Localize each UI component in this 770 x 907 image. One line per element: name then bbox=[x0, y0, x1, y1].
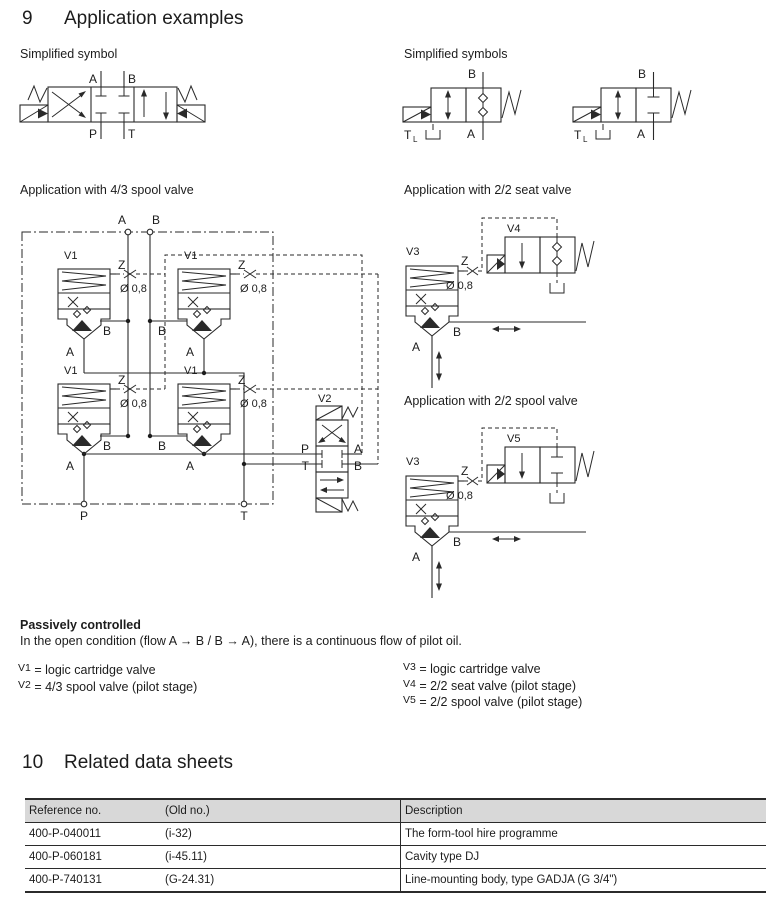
cell-description: The form-tool hire programme bbox=[401, 823, 767, 846]
valve-label-v5: V5 bbox=[507, 433, 521, 445]
port-label-a: A bbox=[466, 127, 475, 141]
legend-item: $^{V3}$ = logic cartridge valve bbox=[403, 661, 541, 676]
diagram-application-2-2-spool-valve bbox=[398, 415, 728, 610]
port-label-a: A bbox=[88, 72, 97, 86]
table-header-row bbox=[25, 799, 766, 823]
table-row bbox=[25, 869, 766, 893]
col-header-old-no: (Old no.) bbox=[161, 799, 401, 823]
pilot-label-z: Z bbox=[118, 373, 126, 387]
orifice-label: Ø 0,8 bbox=[240, 398, 267, 410]
pilot-valve-v2 bbox=[316, 406, 358, 512]
section-title: Related data sheets bbox=[64, 752, 234, 773]
diagram-simplified-2-2-valves bbox=[396, 60, 706, 148]
port-label-a: A bbox=[636, 127, 645, 141]
port-label-b: B bbox=[151, 213, 161, 227]
passively-controlled-title: Passively controlled bbox=[20, 618, 141, 632]
cart-port-b: B bbox=[453, 325, 462, 339]
diagram-simplified-4-3-valve bbox=[12, 60, 232, 148]
section-number: 10 bbox=[22, 752, 44, 773]
cart-port-a: A bbox=[186, 459, 195, 473]
legend-item: $^{V1}$ = logic cartridge valve bbox=[18, 662, 156, 677]
logic-cartridge-valve-v1-bottom-right bbox=[178, 384, 236, 454]
port-label-t: T bbox=[240, 509, 248, 523]
section-10-heading bbox=[22, 752, 233, 774]
port-label-a: A bbox=[117, 213, 127, 227]
port-label-p: P bbox=[88, 127, 97, 141]
port-label-t: T bbox=[128, 127, 136, 141]
cart-port-b: B bbox=[103, 439, 112, 453]
col-header-reference: Reference no. bbox=[25, 799, 161, 823]
label-simplified-symbol: Simplified symbol bbox=[20, 47, 118, 61]
table-row bbox=[25, 846, 766, 869]
legend-item: $^{V5}$ = 2/2 spool valve (pilot stage) bbox=[403, 694, 583, 709]
cell-reference: 400-P-740131 bbox=[25, 869, 161, 893]
port-label-b: B bbox=[467, 67, 476, 81]
cart-port-a: A bbox=[66, 345, 75, 359]
cell-old-no: (G-24.31) bbox=[161, 869, 401, 893]
pilot-valve-v5 bbox=[487, 447, 594, 483]
cart-port-a: A bbox=[412, 550, 421, 564]
port-label-t-sub: L bbox=[583, 135, 588, 144]
cart-port-a: A bbox=[186, 345, 195, 359]
pilot-valve-v4 bbox=[487, 237, 594, 273]
diagram-application-2-2-seat-valve bbox=[398, 205, 728, 400]
pilot-label-z: Z bbox=[461, 464, 469, 478]
col-header-description: Description bbox=[401, 799, 767, 823]
legend-item: $^{V2}$ = 4/3 spool valve (pilot stage) bbox=[18, 678, 198, 694]
cart-port-b: B bbox=[103, 324, 112, 338]
logic-cartridge-valve-v1-top-right bbox=[178, 269, 236, 339]
port-label-t: T bbox=[404, 128, 412, 142]
cart-port-b: B bbox=[158, 439, 167, 453]
cart-port-a: A bbox=[66, 459, 75, 473]
passively-controlled-body: In the open condition (flow A → B / B → A), there is a continuous flow of pilot oil. bbox=[20, 634, 462, 648]
cell-reference: 400-P-060181 bbox=[25, 846, 161, 869]
v2-port-t: T bbox=[301, 459, 309, 473]
cell-old-no: (i-45.11) bbox=[161, 846, 401, 869]
label-app-4-3: Application with 4/3 spool valve bbox=[20, 183, 194, 197]
related-data-sheets-table bbox=[25, 798, 766, 893]
orifice-label: Ø 0,8 bbox=[446, 490, 473, 502]
port-label-t-sub: L bbox=[413, 135, 418, 144]
valve-label-v1: V1 bbox=[64, 250, 78, 262]
pilot-label-z: Z bbox=[118, 258, 126, 272]
valve-label-v3: V3 bbox=[406, 246, 420, 258]
section-number: 9 bbox=[22, 8, 33, 29]
cell-description: Line-mounting body, type GADJA (G 3/4") bbox=[401, 869, 767, 893]
valve-label-v3: V3 bbox=[406, 456, 420, 468]
cart-port-a: A bbox=[412, 340, 421, 354]
simplified-2-2-spool-valve bbox=[573, 67, 691, 144]
port-label-t: T bbox=[574, 128, 582, 142]
pilot-label-z: Z bbox=[461, 254, 469, 268]
label-simplified-symbols: Simplified symbols bbox=[404, 47, 508, 61]
v2-port-b: B bbox=[354, 459, 363, 473]
port-label-b: B bbox=[637, 67, 646, 81]
orifice-label: Ø 0,8 bbox=[446, 280, 473, 292]
table-row bbox=[25, 823, 766, 846]
label-app-2-2-spool: Application with 2/2 spool valve bbox=[404, 394, 578, 408]
cell-old-no: (i-32) bbox=[161, 823, 401, 846]
pilot-label-z: Z bbox=[238, 373, 246, 387]
valve-label-v1: V1 bbox=[64, 365, 78, 377]
cart-port-b: B bbox=[158, 324, 167, 338]
pilot-label-z: Z bbox=[238, 258, 246, 272]
valve-label-v1: V1 bbox=[184, 365, 198, 377]
orifice-label: Ø 0,8 bbox=[120, 283, 147, 295]
v2-port-p: P bbox=[300, 442, 309, 456]
orifice-label: Ø 0,8 bbox=[120, 398, 147, 410]
v2-port-a: A bbox=[354, 442, 363, 456]
label-app-2-2-seat: Application with 2/2 seat valve bbox=[404, 183, 572, 197]
diagram-application-4-3-spool-valve bbox=[10, 203, 392, 603]
cart-port-b: B bbox=[453, 535, 462, 549]
port-label-p: P bbox=[79, 509, 89, 523]
valve-label-v1: V1 bbox=[184, 250, 198, 262]
legend-left bbox=[18, 663, 197, 696]
simplified-2-2-seat-valve bbox=[403, 67, 521, 144]
valve-label-v4: V4 bbox=[507, 223, 521, 235]
section-title: Application examples bbox=[64, 8, 244, 29]
legend-right bbox=[403, 662, 582, 712]
section-9-heading bbox=[22, 8, 244, 30]
cell-reference: 400-P-040011 bbox=[25, 823, 161, 846]
legend-item: $^{V4}$ = 2/2 seat valve (pilot stage) bbox=[403, 677, 577, 693]
cell-description: Cavity type DJ bbox=[401, 846, 767, 869]
orifice-label: Ø 0,8 bbox=[240, 283, 267, 295]
port-label-b: B bbox=[128, 72, 137, 86]
valve-label-v2: V2 bbox=[318, 393, 332, 405]
